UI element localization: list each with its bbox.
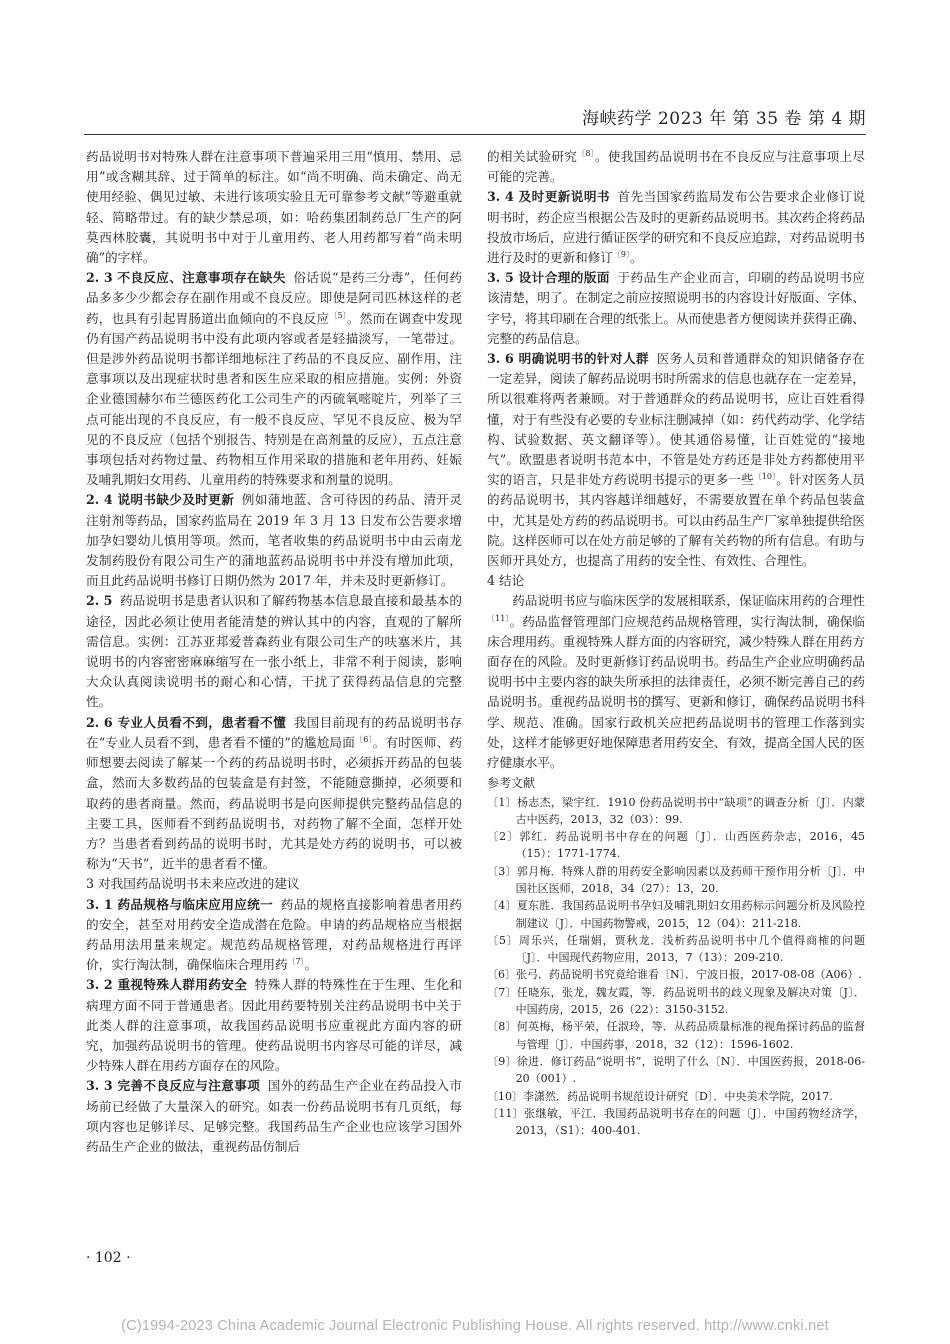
paragraph-text: 俗话说“是药三分毒”，任何药品多多少少都会存在副作用或不良反应。即使是阿司匹林这样的老药，也具有引起胃肠道出血倾向的不良反应 <box>86 270 462 326</box>
section-3-2 <box>86 975 462 1076</box>
paragraph-text: 的相关试验研究 <box>487 149 578 164</box>
section-heading: 3. 2 重视特殊人群用药安全 <box>86 977 248 993</box>
citation: 〔11〕 <box>487 613 510 623</box>
section-heading: 2. 5 <box>86 593 113 609</box>
section-heading: 2. 4 说明书缺少及时更新 <box>86 492 235 508</box>
section-3-4 <box>487 187 865 268</box>
paragraph-text: 。药品监督管理部门应规范药品规格管理，实行淘汰制，确保临床合理用药。重视特殊人群方面的内容研究，减少特殊人群在用药方面存在的风险。及时更新修订药品说明书。药品生产企业应明确药品说明书中主要内容的缺失所承担的法律责任，必须不断完善自己的药品说明书。重视药品说明书的撰写、更新和修订，确保药品说明书科学、规范、准确。国家行政机关应把药品说明书的管理工作落到实处，这样才能够更好地保障患者用药安全、有效，提高全国人民的医疗健康水平。 <box>487 613 865 771</box>
paragraph-text: 我国目前现有的药品说明书存在“专业人员看不到，患者看不懂的”的尴尬局面 <box>86 714 462 750</box>
citation: 〔9〕 <box>612 250 631 260</box>
section-heading: 3 对我国药品说明书未来应改进的建议 <box>86 876 300 892</box>
paragraph-text: 。针对医务人员的药品说明书，其内容越详细越好，不需要放置在单个药品包装盒中，尤其是处方药的药品说明书。可以由药品生产厂家单独提供给医院。这样医师可以在处方前足够的了解有关药物的所有信息。有助与医师开具处方，也提高了用药的安全性、有效性、合理性。 <box>487 472 865 569</box>
right-column <box>487 147 865 1139</box>
paragraph-text: 。 <box>304 957 318 973</box>
reference-item: 〔11〕张继敏，平江．我国药品说明书存在的问题〔J〕．中国药物经济学，2013，（S1）：400-401. <box>487 1106 865 1138</box>
section-heading: 3. 4 及时更新说明书 <box>487 189 610 205</box>
section-3-1 <box>86 895 462 976</box>
section-heading: 2. 6 专业人员看不到，患者看不懂 <box>86 714 287 730</box>
section-3-3 <box>86 1076 462 1157</box>
reference-list <box>487 794 865 1140</box>
reference-item: 〔9〕徐进．修订药品“说明书”，说明了什么〔N〕．中国医药报，2018-06-20（001）. <box>487 1054 865 1086</box>
page-header <box>0 96 950 136</box>
paragraph-text: 例如蒲地蓝、含可待因的药品、清开灵注射剂等药品，国家药监局在 2019 年 3 月 13 日发布公告要求增加孕妇婴幼儿慎用等项。然而，笔者收集的药品说明书中由云南龙发制药股份有限公司生产的蒲地蓝药品说明书中并没有增加此项，而且此药品说明书修订日期仍然为 2017 年，并未及时更新修订。 <box>86 492 462 589</box>
journal-header: 海峡药学 2023 年 第 35 卷 第 4 期 <box>582 109 866 129</box>
section-2-4 <box>86 490 462 591</box>
section-heading: 3. 6 明确说明书的针对人群 <box>487 351 650 367</box>
paragraph-text: 医务人员和普通群众的知识储备存在一定差异，阅读了解药品说明书时所需求的信息也就存在一定差异，所以很难将两者兼顾。对于普通群众的药品说明书，应让百姓看得懂，对于有些没有必要的专业标注删减掉（如：药代药动学、化学结构、试验数据、英文翻译等）。使其通俗易懂，让百姓觉的“接地气”。欧盟患者说明书范本中，不管是处方药还是非处方药都使用平实的语言，只是非处方药说明书提示的更多一些 <box>487 351 866 488</box>
section-heading: 3. 3 完善不良反应与注意事项 <box>86 1078 261 1094</box>
page-number: · 102 · <box>86 1250 131 1266</box>
section-2-6 <box>86 713 462 875</box>
references-title: 参考文献 <box>487 776 536 791</box>
paragraph: 药品说明书对特殊人群在注意事项下普遍采用三用“慎用、禁用、忌用”或含糊其辞、过于简单的标注。如“尚不明确、尚未确定、尚无使用经验、偶见过敏、未进行该项实验且无可靠参考文献”等避重就轻、简略带过。有的缺少禁忌项，如：哈药集团制药总厂生产的阿莫西林胶囊，其说明书中对于儿童用药、老人用药都写着“尚未明确”的字样。 <box>86 149 462 266</box>
citation: 〔10〕 <box>753 472 777 482</box>
paragraph-text: 。然而在调查中发现仍有国产药品说明书中没有此项内容或者是轻描淡写，一笔带过。但是涉外药品说明书都详细地标注了药品的不良反应、副作用、注意事项以及出现症状时患者和医生应采取的相应措施。实例：外资企业德国赫尔布兰德医药化工公司生产的丙硫氧嘧啶片，列举了三点可能出现的不良反应，有一般不良反应、罕见不良反应、极为罕见的不良反应（包括个别报告、特别是在高剂量的反应），五点注意事项包括对药物过量、药物相互作用采取的措施和老年用药、妊娠及哺乳期妇女用药、儿童用药的特殊要求和剂量的说明。 <box>86 310 463 488</box>
paragraph-text: 。 <box>630 250 643 266</box>
section-2-5 <box>86 591 462 712</box>
section-heading: 4 结论 <box>487 573 525 589</box>
reference-item: 〔1〕杨志杰，梁宇红．1910 份药品说明书中“缺项”的调查分析〔J〕．内蒙古中医药，2013，32（03）：99. <box>487 795 865 826</box>
section-3-title <box>86 874 462 894</box>
section-heading: 2. 3 不良反应、注意事项存在缺失 <box>86 270 286 286</box>
reference-item: 〔10〕李潇然．药品说明书规范设计研究〔D〕．中央美术学院，2017. <box>487 1089 833 1103</box>
section-3-6 <box>487 349 865 571</box>
paragraph-text: 药品的规格直接影响着患者用药的安全，甚至对用药安全造成潜在危险。申请的药品规格应当根据药品用法用量来规定。规范药品规格管理，对药品规格进行再评价，实行淘汰制，确保临床合理用药 <box>86 896 463 973</box>
section-3-5 <box>487 268 865 349</box>
paragraph-text: 首先当国家药监局发布公告要求企业修订说明书时，药企应当根据公告及时的更新药品说明书。其次药企将药品投放市场后，应进行循证医学的研究和不良反应追踪，对药品说明书进行及时的更新和修订 <box>487 189 866 266</box>
section-heading: 3. 1 药品规格与临床应用应统一 <box>86 896 274 912</box>
paragraph-text: 药品说明书应与临床医学的发展相联系，保证临床用药的合理性 <box>512 593 865 609</box>
paragraph <box>487 147 865 187</box>
reference-item: 〔6〕张弓．药品说明书究竟给谁看〔N〕．宁波日报，2017-08-08（A06）. <box>487 968 862 982</box>
reference-item: 〔5〕周乐兴，任瑞娟，贾秋龙．浅析药品说明书中几个值得商榷的问题〔J〕．中国现代药物应用，2013，7（13）：209-210. <box>487 933 865 965</box>
section-4-title <box>487 571 865 591</box>
citation: 〔7〕 <box>287 957 305 967</box>
paragraph-text: 。使我国药品说明书在不良反应与注意事项上尽可能的完善。 <box>487 149 866 185</box>
paragraph-text: 国外的药品生产企业在药品投入市场前已经做了大量深入的研究。如表一份药品说明书有几页纸，每项内容也足够详尽、足够完整。我国药品生产企业也应该学习国外药品生产企业的做法，重视药品仿制后 <box>86 1078 462 1154</box>
reference-item: 〔7〕任晓东，张龙，魏友霞，等．药品说明书的歧义现象及解决对策〔J〕．中国药房，2015，26（22）：3150-3152. <box>487 985 865 1017</box>
left-column <box>86 147 462 1157</box>
citation: 〔6〕 <box>355 734 373 744</box>
citation: 〔8〕 <box>577 149 596 158</box>
reference-item: 〔4〕夏东胜．我国药品说明书孕妇及哺乳期妇女用药标示问题分析及风险控制建议〔J〕．中国药物警戒，2015，12（04）：211-218. <box>487 899 865 930</box>
copyright-watermark: (C)1994-2023 China Academic Journal Electronic Publishing House. All rights reserved. http://www.cnki.net <box>121 1318 829 1334</box>
section-2-3 <box>86 268 462 490</box>
header-rule <box>84 134 866 135</box>
citation: 〔5〕 <box>329 310 347 320</box>
section-heading: 3. 5 设计合理的版面 <box>487 270 610 286</box>
paragraph-text: 于药品生产企业而言，印刷的药品说明书应该清楚，明了。在制定之前应按照说明书的内容设计好版面、字体、字号，将其印刷在合理的纸张上。从而使患者方便阅读并获得正确、完整的药品信息。 <box>487 270 866 346</box>
reference-item: 〔8〕何英梅，杨平荣，任淑玲，等．从药品质量标准的视角探讨药品的监督与管理〔J〕．中国药事，2018，32（12）：1596-1602. <box>487 1020 865 1051</box>
reference-item: 〔2〕郭红．药品说明书中存在的问题〔J〕．山西医药杂志，2016，45（15）：1771-1774. <box>487 830 865 861</box>
paragraph-text: 特殊人群的特殊性在于生理、生化和病理方面不同于普通患者。因此用药要特别关注药品说明书中关于此类人群的注意事项，故我国药品说明书应重视此方面内容的研究，加强药品说明书的管理。使药品说明书内容尽可能的详尽，减少特殊人群在用药方面存在的风险。 <box>86 977 463 1074</box>
paragraph-text: 药品说明书是患者认识和了解药物基本信息最直接和最基本的途径，因此必须让使用者能清楚的辨认其中的内容，直观的了解所需信息。实例：江苏亚邦爱普森药业有限公司生产的呋塞米片，其说明书的内容密密麻麻缩写在一张小纸上，非常不利于阅读，影响大众认真阅读说明书的耐心和心情，干扰了获得药品信息的完整性。 <box>86 593 463 710</box>
reference-item: 〔3〕郭月梅．特殊人群的用药安全影响因素以及药师干预作用分析〔J〕．中国社区医师，2018，34（27）：13，20. <box>487 864 865 895</box>
paragraph-text: 。有时医师、药师想要去阅读了解某一个药的药品说明书时，必须拆开药品的包装盒，然而大多数药品的包装盒是有封签，不能随意撕掉，必须要和取药的患者商量。然而，药品说明书是向医师提供完整药品信息的主要工具，医师看不到药品说明书，对药物了解不全面，怎样开处方？当患者看到药品的说明书时，尤其是处方药的说明书，可以被称为“天书”，近半的患者看不懂。 <box>86 734 462 872</box>
conclusion-paragraph <box>487 591 865 773</box>
